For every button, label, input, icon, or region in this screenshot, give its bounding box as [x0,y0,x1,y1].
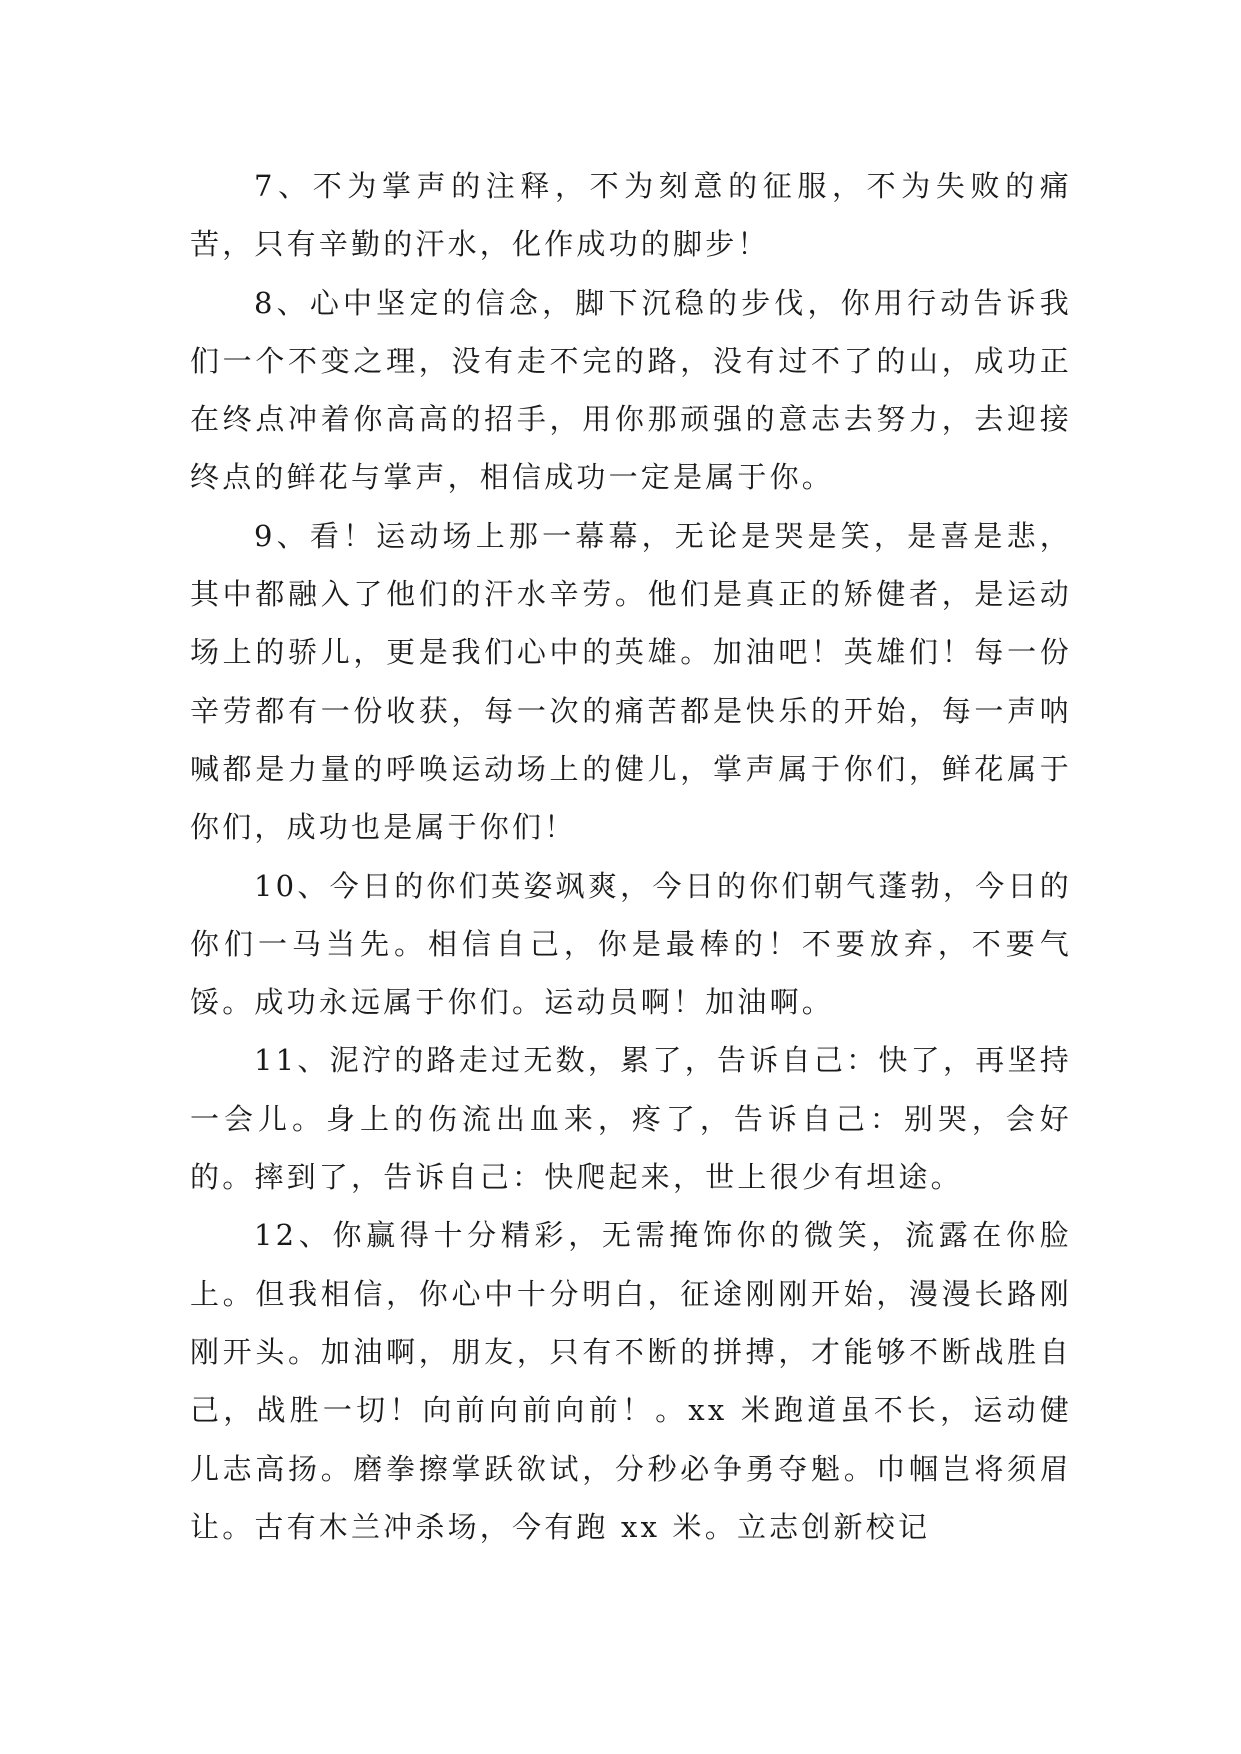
paragraph-8: 8、心中坚定的信念，脚下沉稳的步伐，你用行动告诉我们一个不变之理，没有走不完的路，没有过不了的山，成功正在终点冲着你高高的招手，用你那顽强的意志去努力，去迎接终点的鲜花与掌声，相信成功一定是属于你。 [190,285,1072,495]
paragraph-11: 11、泥泞的路走过无数，累了，告诉自己：快了，再坚持一会儿。身上的伤流出血来，疼了，告诉自己：别哭，会好的。摔到了，告诉自己：快爬起来，世上很少有坦途。 [190,1043,1072,1195]
paragraph-12: 12、你赢得十分精彩，无需掩饰你的微笑，流露在你脸上。但我相信，你心中十分明白，征途刚刚开始，漫漫长路刚刚开头。加油啊，朋友，只有不断的拼搏，才能够不断战胜自己，战胜一切！向前向前向前！。xx 米跑道虽不长，运动健儿志高扬。磨拳擦掌跃欲试，分秒必争勇夺魁。巾帼岂将须眉让。古有木兰冲杀场，今有跑 xx 米。立志创新校记 [190,1218,1072,1544]
document-body [190,157,1072,1556]
paragraph-9: 9、看！运动场上那一幕幕，无论是哭是笑，是喜是悲，其中都融入了他们的汗水辛劳。他们是真正的矫健者，是运动场上的骄儿，更是我们心中的英雄。加油吧！英雄们！每一份辛劳都有一份收获，每一次的痛苦都是快乐的开始，每一声呐喊都是力量的呼唤运动场上的健儿，掌声属于你们，鲜花属于你们，成功也是属于你们！ [190,518,1072,845]
paragraph-10: 10、今日的你们英姿飒爽，今日的你们朝气蓬勃，今日的你们一马当先。相信自己，你是最棒的！不要放弃，不要气馁。成功永远属于你们。运动员啊！加油啊。 [190,868,1072,1020]
paragraph-7: 7、不为掌声的注释，不为刻意的征服，不为失败的痛苦，只有辛勤的汗水，化作成功的脚步！ [190,169,1072,262]
